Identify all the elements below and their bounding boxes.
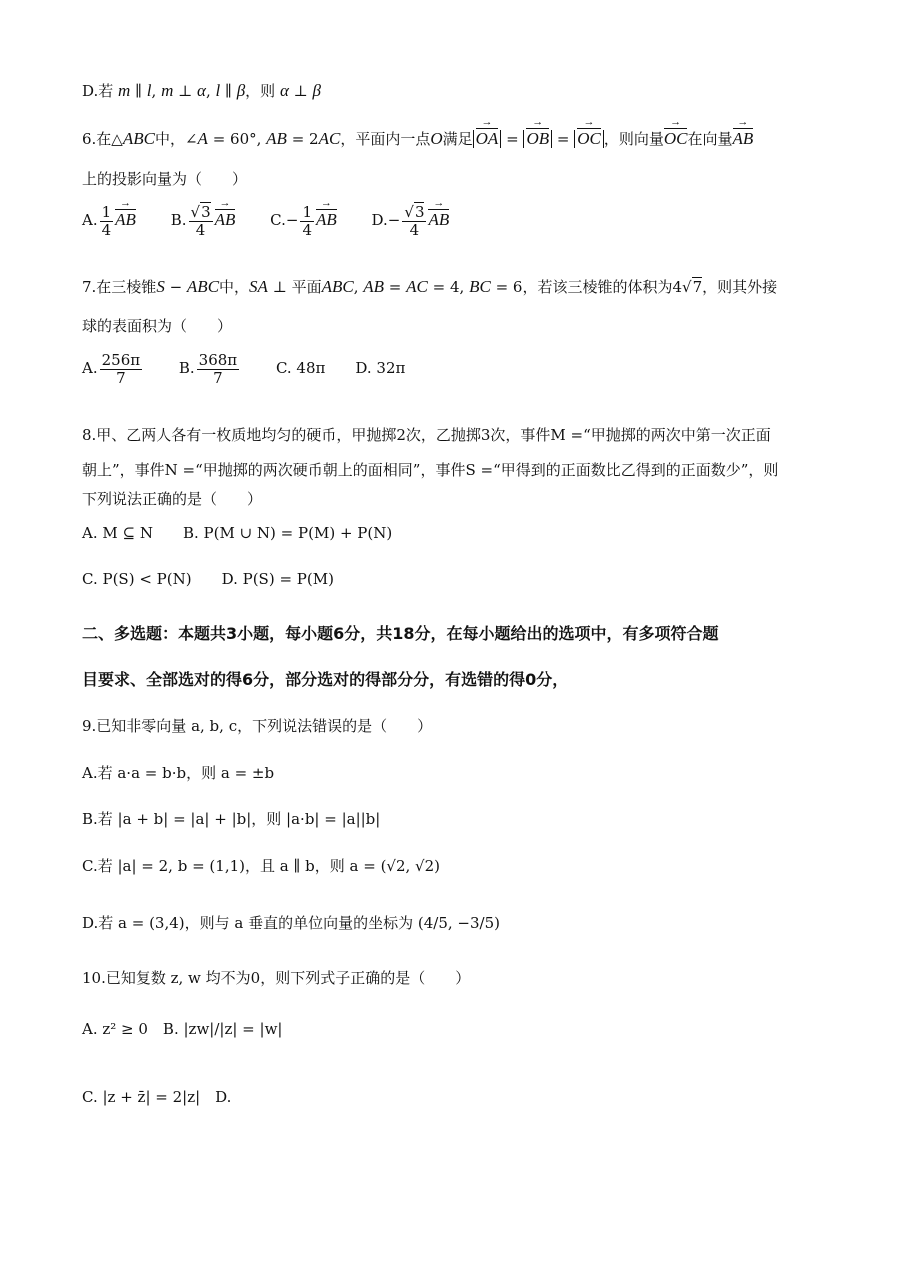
- q8-stem-cont: 朝上”，事件N =“甲抛掷的两次硬币朝上的面相同”，事件S =“甲得到的正面数比乙得到的正面数少”，则: [82, 461, 779, 479]
- q8-options-cd: C. P(S) < P(N) D. P(S) = P(M): [82, 570, 334, 588]
- q6-stem: 6.在△ABC中，∠A = 60°, AB = 2AC，平面内一点O满足 OA → = OB → = OC → ，则向量OC →在向量AB →: [82, 128, 753, 149]
- section2-heading-cont: 目要求、全部选对的得6分，部分选对的得部分分，有选错的得0分，: [82, 670, 569, 689]
- q9-option-a: A.若 a·a = b·b，则 a = ±b: [82, 764, 275, 782]
- q8-stem-cont2: 下列说法正确的是（ ）: [82, 490, 263, 508]
- q5-option-d: D.若 m ∥ l, m ⊥ α, l ∥ β，则 α ⊥ β: [82, 81, 322, 100]
- q10-options-cd: C. |z + z̄| = 2|z| D.: [82, 1088, 232, 1106]
- q8-stem: 8.甲、乙两人各有一枚质地均匀的硬币，甲抛掷2次，乙抛掷3次，事件M =“甲抛掷的两次中第一次正面: [82, 426, 771, 444]
- q7-options: A. $\frac{256\pi}{7}$ B. $\frac{368\pi}{7}$ C. 48π D. 32π: [82, 351, 406, 387]
- q9-option-b: B.若 |a + b| = |a| + |b|，则 |a·b| = |a||b|: [82, 810, 381, 828]
- q10-options-ab: A. z² ≥ 0 B. |zw|/|z| = |w|: [82, 1020, 283, 1038]
- q9-option-d: D.若 a = (3,4)，则与 a 垂直的单位向量的坐标为 (4/5, −3/5): [82, 914, 500, 932]
- q8-options-ab: A. M ⊆ N B. P(M ∪ N) = P(M) + P(N): [82, 524, 393, 542]
- q10-stem: 10.已知复数 z, w 均不为0，则下列式子正确的是（ ）: [82, 969, 471, 987]
- q7-stem-cont: 球的表面积为（ ）: [82, 317, 233, 335]
- q6-options: A. $\frac{1}{4}$ AB → B. $\frac{√3}{4}$ AB → C.− $\frac{1}{4}$ AB → D.− $\frac{√3}{4}$ AB →: [82, 204, 449, 238]
- q7-stem: 7.在三棱锥S − ABC中，SA ⊥ 平面ABC, AB = AC = 4, BC = 6，若该三棱锥的体积为4√7，则其外接: [82, 277, 778, 296]
- q9-stem: 9.已知非零向量 a, b, c，下列说法错误的是（ ）: [82, 717, 433, 735]
- section2-heading: 二、多选题：本题共3小题，每小题6分，共18分，在每小题给出的选项中，有多项符合题: [82, 624, 719, 643]
- q6-stem-cont: 上的投影向量为（ ）: [82, 170, 248, 188]
- q9-option-c: C.若 |a| = 2, b = (1,1)，且 a ∥ b，则 a = (√2, √2): [82, 857, 441, 875]
